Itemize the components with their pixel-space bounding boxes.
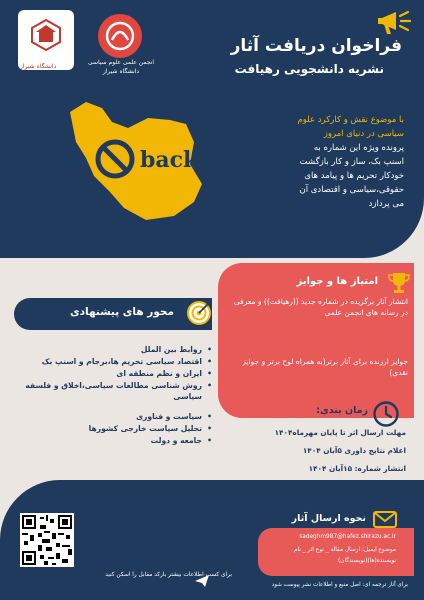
back-word: back (140, 147, 199, 173)
university-caption: دانشگاه شیراز (20, 63, 57, 70)
intro-highlight-line1: با موضوع نقش و کارکرد علوم (297, 115, 404, 125)
schedule-deadline: مهلت ارسال اثر تا پایان مهرماه۱۴۰۴ (274, 428, 406, 437)
topic-item: • روش شناسی مطالعات سیاسی،اخلاق و فلسفه سیاسی (14, 380, 212, 402)
intro-line2: اسنپ بک، ساز و کار بازگشت (299, 157, 404, 167)
page-subtitle: نشریه دانشجویی رهیافت (234, 62, 384, 76)
schedule-publish: انتشار شماره: ۱۵آبان ۱۴۰۴ (308, 464, 406, 473)
ban-icon (94, 138, 136, 180)
schedule-title: زمان بندی: (316, 405, 368, 416)
association-caption-line2: دانشگاه شیراز (102, 68, 140, 75)
topic-item: • سیاست و فناوری (14, 411, 212, 422)
topic-item: • اقتصاد سیاسی تحریم ها،برجام و اسنپ بک (14, 356, 212, 367)
intro-line1: پرونده ویژه این شماره به (313, 143, 404, 153)
topics-title: محور های پیشنهادی (70, 306, 174, 318)
intro-highlight-line2: سیاسی در دنیای امروز (323, 129, 404, 139)
intro-line3: خودکار تحریم ها و پیامد های (304, 171, 404, 181)
trophy-icon (386, 270, 412, 296)
topic-item: • ایران و نظم منطقه ای (14, 368, 212, 379)
prizes-title: امتیاز ها و جوایز (296, 276, 378, 287)
prizes-paragraph-1: انتشار آثار برگزیده در شماره جدید ((رهیافت)) و معرفی در رسانه های انجمن علمی (233, 297, 408, 317)
association-caption (86, 58, 156, 76)
clock-icon (372, 400, 400, 428)
qr-code-image (20, 513, 74, 567)
submission-card (258, 528, 414, 576)
translation-note: برای آثار ترجمه ای: اصل منبع و اطلاعات نشر پیوست شود (271, 582, 408, 588)
intro-line5: می پردازد (368, 199, 404, 209)
topic-item: • تحلیل سیاست خارجی کشورها (14, 423, 212, 434)
intro-line4: حقوقی،سیاسی و اقتصادی آن (299, 185, 404, 195)
prizes-paragraph-2: جوایز ارزنده برای آثار برتر(به همراه لوح برتر و جوایز نقدی) (242, 357, 408, 377)
email-icon (372, 508, 398, 530)
university-emblem-icon (26, 16, 66, 56)
association-logo (98, 14, 142, 58)
submission-title: نحوه ارسال آثار (291, 513, 366, 524)
schedule-results: اعلام نتایج داوری ۵آبان ۱۴۰۴ (302, 446, 406, 455)
megaphone-icon (376, 4, 416, 40)
target-icon (186, 300, 212, 326)
topics-header (14, 298, 212, 330)
topic-item: • جامعه و دولت (14, 435, 212, 446)
submission-email[interactable]: sadeghm987@hafez.shirazu.ac.ir (299, 534, 396, 540)
topics-list (14, 344, 212, 447)
snap-word: snap (18, 147, 77, 173)
submission-subject-line-2: نویسنده(ها)(نویسندگان) (337, 558, 396, 564)
qr-code[interactable] (20, 513, 74, 567)
qr-instruction: برای کسب اطلاعات بیشتر بارکد مقابل را اسکن کنید (105, 572, 232, 578)
intro-text (232, 113, 404, 211)
association-emblem-icon (98, 14, 142, 58)
association-caption-line1: انجمن علمی علوم سیاسی (87, 59, 155, 66)
topic-item: • روابط بین الملل (14, 344, 212, 355)
submission-subject-line: موضوع ایمیل: ارسال مقاله _ نوع اثر _ نام (293, 547, 396, 553)
university-logo (18, 10, 74, 70)
page-title: فراخوان دریافت آثار (230, 36, 402, 56)
